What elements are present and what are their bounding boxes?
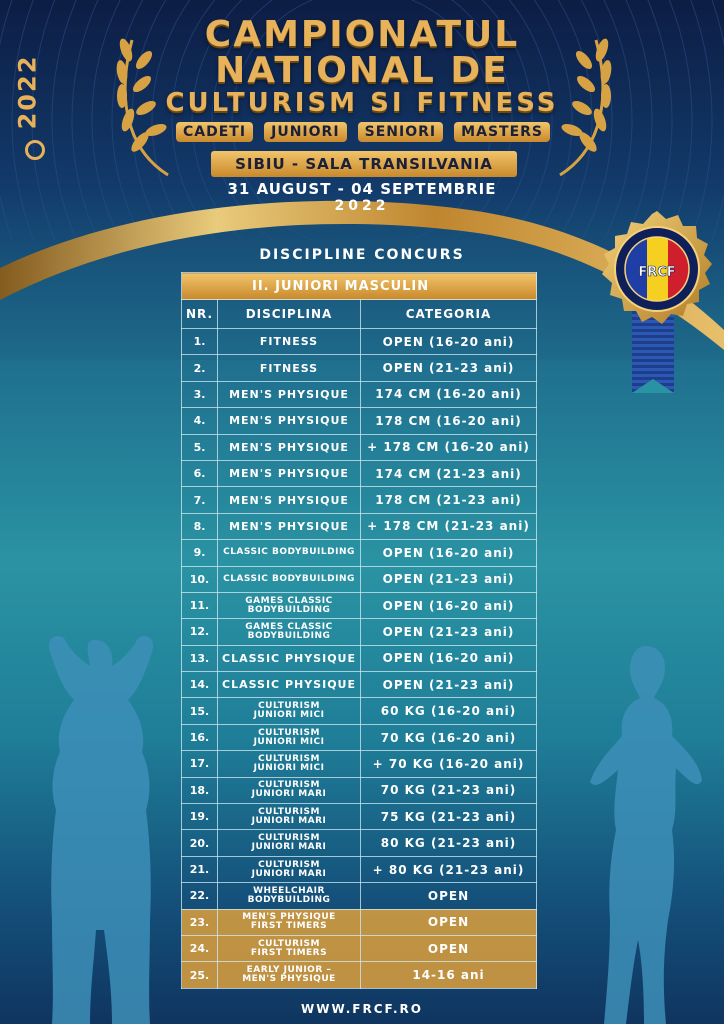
- row-number: 10.: [182, 566, 218, 592]
- header-categoria: CATEGORIA: [361, 300, 537, 329]
- disciplina-line: GAMES CLASSIC: [245, 621, 333, 632]
- row-disciplina: [218, 751, 361, 777]
- row-categoria: 174 CM (16-20 ani): [361, 381, 537, 407]
- row-number: 22.: [182, 883, 218, 909]
- female-fitness-silhouette: [560, 640, 724, 1024]
- disciplina-line: CULTURISM: [258, 833, 320, 844]
- table-title: II. JUNIORI MASCULIN: [182, 273, 537, 300]
- disciplina-line: CLASSIC PHYSIQUE: [222, 678, 356, 692]
- row-categoria: OPEN (21-23 ani): [361, 355, 537, 381]
- row-disciplina: [218, 408, 361, 434]
- row-number: 20.: [182, 830, 218, 856]
- row-number: 11.: [182, 592, 218, 618]
- disciplines-table: [181, 272, 537, 989]
- table-row: [182, 619, 537, 645]
- pill-masters: MASTERS: [454, 122, 550, 142]
- disciplina-line: GAMES CLASSIC: [245, 595, 333, 606]
- event-year: 2022: [334, 198, 390, 214]
- table-row: [182, 566, 537, 592]
- table-row: [182, 698, 537, 724]
- row-disciplina: [218, 381, 361, 407]
- disciplina-line: FITNESS: [259, 361, 319, 375]
- disciplina-line: JUNIORI MARI: [251, 789, 327, 800]
- row-disciplina: [218, 329, 361, 355]
- section-title: DISCIPLINE CONCURS: [259, 247, 465, 263]
- row-categoria: OPEN (21-23 ani): [361, 566, 537, 592]
- row-number: 19.: [182, 804, 218, 830]
- category-pills: [176, 122, 550, 142]
- frcf-seal-icon: [598, 210, 716, 328]
- row-disciplina: [218, 540, 361, 566]
- row-disciplina: [218, 909, 361, 935]
- disciplina-line: JUNIORI MICI: [253, 710, 325, 721]
- disciplina-line: CLASSIC PHYSIQUE: [222, 651, 356, 665]
- row-number: 5.: [182, 434, 218, 460]
- disciplina-line: BODYBUILDING: [247, 894, 331, 905]
- row-categoria: OPEN (16-20 ani): [361, 540, 537, 566]
- venue-banner: SIBIU - SALA TRANSILVANIA: [211, 151, 517, 177]
- row-categoria: 75 KG (21-23 ani): [361, 804, 537, 830]
- website-footer: WWW.FRCF.RO: [301, 1002, 423, 1016]
- row-number: 16.: [182, 724, 218, 750]
- row-disciplina: [218, 592, 361, 618]
- disciplina-line: MEN'S PHYSIQUE: [229, 440, 349, 454]
- disciplina-line: CULTURISM: [258, 859, 320, 870]
- side-year: 2022: [13, 54, 42, 130]
- row-categoria: 80 KG (21-23 ani): [361, 830, 537, 856]
- badge-abbr: FRCF: [638, 265, 676, 280]
- row-categoria: + 178 CM (21-23 ani): [361, 513, 537, 539]
- disciplina-line: BODYBUILDING: [247, 604, 331, 615]
- row-categoria: OPEN: [361, 935, 537, 961]
- row-number: 1.: [182, 329, 218, 355]
- table-row: [182, 935, 537, 961]
- row-number: 8.: [182, 513, 218, 539]
- row-disciplina: [218, 724, 361, 750]
- table-row: [182, 777, 537, 803]
- row-number: 25.: [182, 962, 218, 988]
- disciplina-line: MEN'S PHYSIQUE: [229, 467, 349, 481]
- row-disciplina: [218, 487, 361, 513]
- table-row: [182, 830, 537, 856]
- disciplina-line: CULTURISM: [258, 753, 320, 764]
- disciplina-line: JUNIORI MICI: [253, 736, 325, 747]
- table-row: [182, 645, 537, 671]
- table-row: [182, 962, 537, 988]
- disciplina-line: BODYBUILDING: [247, 630, 331, 641]
- disciplina-line: JUNIORI MARI: [251, 815, 327, 826]
- table-row: [182, 540, 537, 566]
- title-line-1: CAMPIONATUL: [204, 14, 520, 55]
- row-disciplina: [218, 856, 361, 882]
- row-number: 15.: [182, 698, 218, 724]
- row-number: 4.: [182, 408, 218, 434]
- table-row: [182, 513, 537, 539]
- row-disciplina: [218, 935, 361, 961]
- row-disciplina: [218, 355, 361, 381]
- row-disciplina: [218, 434, 361, 460]
- row-categoria: 70 KG (21-23 ani): [361, 777, 537, 803]
- disciplina-line: CULTURISM: [258, 780, 320, 791]
- circle-icon: [25, 140, 45, 160]
- row-categoria: OPEN (21-23 ani): [361, 672, 537, 698]
- disciplina-line: MEN'S PHYSIQUE: [229, 493, 349, 507]
- row-categoria: OPEN (16-20 ani): [361, 592, 537, 618]
- male-bodybuilder-silhouette: [0, 630, 180, 1024]
- row-number: 13.: [182, 645, 218, 671]
- row-categoria: + 70 KG (16-20 ani): [361, 751, 537, 777]
- row-number: 24.: [182, 935, 218, 961]
- disciplina-line: JUNIORI MARI: [251, 842, 327, 853]
- table-row: [182, 592, 537, 618]
- row-number: 9.: [182, 540, 218, 566]
- row-categoria: OPEN (21-23 ani): [361, 619, 537, 645]
- disciplina-line: CULTURISM: [258, 727, 320, 738]
- row-disciplina: [218, 645, 361, 671]
- disciplina-line: CULTURISM: [258, 938, 320, 949]
- pill-seniori: SENIORI: [358, 122, 443, 142]
- row-categoria: OPEN (16-20 ani): [361, 645, 537, 671]
- table-row: [182, 434, 537, 460]
- disciplina-line: FIRST TIMERS: [250, 921, 328, 932]
- row-categoria: 14-16 ani: [361, 962, 537, 988]
- table-body: [182, 329, 537, 989]
- row-disciplina: [218, 830, 361, 856]
- row-number: 21.: [182, 856, 218, 882]
- header-nr: NR.: [182, 300, 218, 329]
- table-row: [182, 487, 537, 513]
- table-row: [182, 856, 537, 882]
- row-disciplina: [218, 672, 361, 698]
- title-line-3: CULTURISM SI FITNESS: [165, 88, 559, 118]
- table-row: [182, 724, 537, 750]
- disciplina-line: CULTURISM: [258, 701, 320, 712]
- row-disciplina: [218, 460, 361, 486]
- disciplina-line: JUNIORI MICI: [253, 762, 325, 773]
- table-row: [182, 909, 537, 935]
- title-line-2: NATIONAL DE: [215, 50, 509, 91]
- row-number: 18.: [182, 777, 218, 803]
- row-categoria: 178 CM (21-23 ani): [361, 487, 537, 513]
- disciplina-line: MEN'S PHYSIQUE: [229, 387, 349, 401]
- table-row: [182, 751, 537, 777]
- table-row: [182, 804, 537, 830]
- row-number: 6.: [182, 460, 218, 486]
- row-number: 3.: [182, 381, 218, 407]
- row-disciplina: [218, 513, 361, 539]
- row-disciplina: [218, 566, 361, 592]
- table-row: [182, 355, 537, 381]
- disciplina-line: MEN'S PHYSIQUE: [229, 519, 349, 533]
- row-categoria: 178 CM (16-20 ani): [361, 408, 537, 434]
- disciplina-line: CLASSIC BODYBUILDING: [223, 573, 355, 584]
- disciplina-line: MEN'S PHYSIQUE: [229, 414, 349, 428]
- disciplina-line: JUNIORI MARI: [251, 868, 327, 879]
- row-disciplina: [218, 804, 361, 830]
- disciplina-line: EARLY JUNIOR –: [246, 965, 332, 976]
- header-disciplina: DISCIPLINA: [218, 300, 361, 329]
- row-categoria: + 80 KG (21-23 ani): [361, 856, 537, 882]
- row-number: 23.: [182, 909, 218, 935]
- row-categoria: 60 KG (16-20 ani): [361, 698, 537, 724]
- disciplina-line: MEN'S PHYSIQUE: [242, 974, 336, 985]
- table-row: [182, 460, 537, 486]
- disciplina-line: MEN'S PHYSIQUE: [242, 912, 336, 923]
- row-disciplina: [218, 619, 361, 645]
- row-categoria: + 178 CM (16-20 ani): [361, 434, 537, 460]
- disciplina-line: CULTURISM: [258, 806, 320, 817]
- disciplina-line: CLASSIC BODYBUILDING: [223, 547, 355, 558]
- row-categoria: 174 CM (21-23 ani): [361, 460, 537, 486]
- row-number: 7.: [182, 487, 218, 513]
- table-row: [182, 672, 537, 698]
- row-disciplina: [218, 883, 361, 909]
- row-number: 17.: [182, 751, 218, 777]
- row-categoria: OPEN (16-20 ani): [361, 329, 537, 355]
- row-number: 2.: [182, 355, 218, 381]
- row-disciplina: [218, 962, 361, 988]
- pill-juniori: JUNIORI: [264, 122, 346, 142]
- row-disciplina: [218, 777, 361, 803]
- event-dates: 31 AUGUST - 04 SEPTEMBRIE: [227, 180, 497, 198]
- disciplina-line: FIRST TIMERS: [250, 947, 328, 958]
- table-row: [182, 408, 537, 434]
- disciplina-line: WHEELCHAIR: [253, 885, 325, 896]
- row-number: 12.: [182, 619, 218, 645]
- row-categoria: OPEN: [361, 909, 537, 935]
- table-row: [182, 883, 537, 909]
- row-disciplina: [218, 698, 361, 724]
- table-row: [182, 381, 537, 407]
- row-categoria: 70 KG (16-20 ani): [361, 724, 537, 750]
- row-number: 14.: [182, 672, 218, 698]
- table-row: [182, 329, 537, 355]
- disciplina-line: FITNESS: [259, 335, 319, 349]
- pill-cadeti: CADETI: [176, 122, 253, 142]
- row-categoria: OPEN: [361, 883, 537, 909]
